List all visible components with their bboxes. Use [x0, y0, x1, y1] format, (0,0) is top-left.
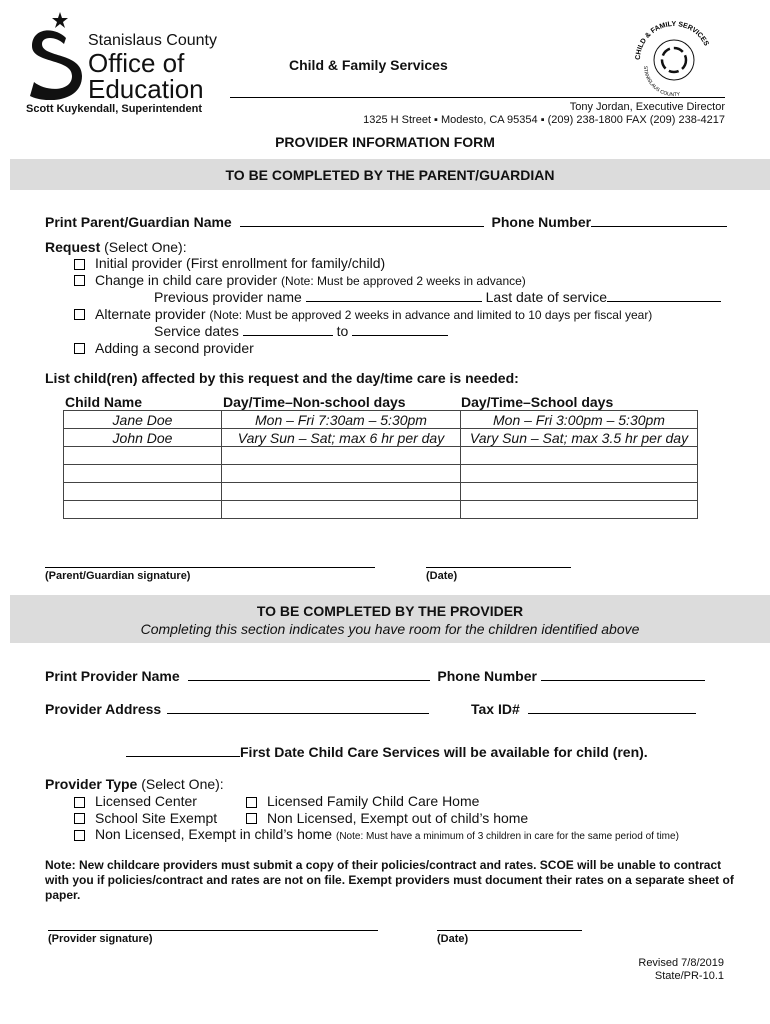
option-initial[interactable] — [74, 255, 721, 272]
cell-school-time[interactable] — [461, 447, 698, 465]
provider-section-band — [10, 595, 770, 643]
parent-section-band — [10, 159, 770, 190]
option-alternate-note: (Note: Must be approved 2 weeks in advance and limited to 10 days per fiscal year) — [209, 307, 653, 322]
table-row — [64, 501, 698, 519]
type-licensed-center[interactable] — [74, 793, 197, 809]
parent-signature-line[interactable] — [45, 567, 375, 568]
cell-school-time[interactable] — [461, 483, 698, 501]
table-row — [64, 429, 698, 447]
cell-child-name[interactable] — [64, 447, 222, 465]
service-dates-row — [74, 323, 721, 340]
provider-band-subtitle: Completing this section indicates you have room for the children identified above — [140, 621, 640, 637]
type-licensed-family-label: Licensed Family Child Care Home — [267, 793, 480, 809]
tax-id-label: Tax ID# — [471, 701, 520, 717]
request-hint: (Select One): — [104, 239, 187, 255]
checkbox-licensed-center[interactable] — [74, 797, 85, 808]
checkbox-alternate[interactable] — [74, 309, 85, 320]
cell-child-name[interactable]: Jane Doe — [64, 411, 222, 429]
prev-provider-label: Previous provider name — [154, 289, 302, 305]
checkbox-second[interactable] — [74, 343, 85, 354]
parent-band-title: TO BE COMPLETED BY THE PARENT/GUARDIAN — [225, 167, 555, 183]
type-licensed-family[interactable] — [246, 793, 479, 810]
provider-type-hint: (Select One): — [141, 776, 224, 792]
cell-nonschool-time[interactable] — [222, 447, 461, 465]
service-dates-to-input[interactable] — [352, 335, 448, 336]
provider-band-title: TO BE COMPLETED BY THE PROVIDER — [256, 603, 524, 619]
option-second[interactable] — [74, 340, 721, 357]
tax-id-row — [471, 701, 696, 717]
parent-date-line[interactable] — [426, 567, 571, 568]
type-non-licensed-in[interactable] — [74, 826, 754, 846]
address: 1325 H Street ▪ Modesto, CA 95354 ▪ (209) 238-1800 FAX (209) 238-4217 — [363, 114, 725, 126]
first-date-label: First Date Child Care Services will be available for child (ren). — [240, 744, 648, 760]
cell-nonschool-time[interactable] — [222, 465, 461, 483]
cell-child-name[interactable] — [64, 501, 222, 519]
parent-name-input[interactable] — [240, 226, 484, 227]
provider-date-label: (Date) — [437, 933, 469, 945]
org-line-2: Office of — [88, 48, 185, 78]
provider-address-row — [45, 701, 429, 717]
type-non-licensed-out-label: Non Licensed, Exempt out of child’s home — [267, 809, 529, 826]
checkbox-change[interactable] — [74, 275, 85, 286]
provider-address-input[interactable] — [167, 713, 429, 714]
request-heading — [45, 239, 187, 255]
service-dates-to-label: to — [336, 323, 349, 339]
org-line-1: Stanislaus County — [88, 32, 217, 49]
option-change-label: Change in child care provider — [95, 271, 278, 288]
parent-name-label: Print Parent/Guardian Name — [45, 214, 232, 230]
provider-address-label: Provider Address — [45, 701, 162, 717]
provider-phone-input[interactable] — [541, 680, 705, 681]
form-title: PROVIDER INFORMATION FORM — [275, 134, 495, 150]
option-initial-label: Initial provider (First enrollment for family/child) — [95, 255, 386, 271]
revised-date: Revised 7/8/2019 — [638, 957, 724, 969]
list-children-label: List child(ren) affected by this request and the day/time care is needed: — [45, 370, 519, 386]
provider-name-input[interactable] — [188, 680, 430, 681]
cell-school-time[interactable]: Mon – Fri 3:00pm – 5:30pm — [461, 411, 698, 429]
form-code: State/PR-10.1 — [654, 970, 724, 982]
checkbox-non-licensed-in[interactable] — [74, 830, 85, 841]
cell-child-name[interactable] — [64, 483, 222, 501]
org-line-3: Education — [88, 74, 204, 104]
provider-signature-label: (Provider signature) — [48, 933, 153, 945]
cell-nonschool-time[interactable]: Mon – Fri 7:30am – 5:30pm — [222, 411, 461, 429]
option-change[interactable] — [74, 272, 721, 290]
service-dates-label: Service dates — [154, 323, 239, 339]
seal-text-top: CHILD & FAMILY SERVICES — [634, 20, 710, 61]
table-row — [64, 447, 698, 465]
svg-text:STANISLAUS COUNTY — [642, 66, 681, 98]
table-header-nonschool: Day/Time–Non-school days — [223, 394, 406, 410]
cell-nonschool-time[interactable]: Vary Sun – Sat; max 6 hr per day — [222, 429, 461, 447]
checkbox-non-licensed-out[interactable] — [246, 813, 257, 824]
provider-type-heading — [45, 776, 224, 792]
table-row — [64, 411, 698, 429]
provider-name-row — [45, 668, 705, 684]
cell-school-time[interactable] — [461, 465, 698, 483]
cell-child-name[interactable] — [64, 465, 222, 483]
cell-school-time[interactable]: Vary Sun – Sat; max 3.5 hr per day — [461, 429, 698, 447]
parent-phone-input[interactable] — [591, 226, 727, 227]
type-non-licensed-in-note: (Note: Must have a minimum of 3 children in care for the same period of time) — [335, 831, 679, 842]
checkbox-initial[interactable] — [74, 259, 85, 270]
type-non-licensed-out[interactable] — [246, 810, 528, 827]
type-school-site[interactable] — [74, 810, 217, 826]
type-licensed-center-label: Licensed Center — [95, 793, 197, 809]
seal-text-bottom: STANISLAUS COUNTY — [641, 65, 681, 99]
table-row — [64, 465, 698, 483]
table-header-school: Day/Time–School days — [461, 394, 614, 410]
table-header-child: Child Name — [65, 394, 143, 410]
parent-date-label: (Date) — [426, 570, 458, 582]
parent-phone-label: Phone Number — [491, 214, 592, 230]
request-label: Request — [45, 239, 101, 255]
type-school-site-label: School Site Exempt — [95, 809, 218, 826]
cell-nonschool-time[interactable] — [222, 483, 461, 501]
cell-nonschool-time[interactable] — [222, 501, 461, 519]
first-date-input[interactable] — [126, 756, 240, 757]
first-date-row — [126, 744, 648, 760]
last-date-input[interactable] — [607, 301, 721, 302]
option-second-label: Adding a second provider — [95, 339, 254, 356]
checkbox-school-site[interactable] — [74, 813, 85, 824]
prev-provider-input[interactable] — [306, 301, 482, 302]
option-alternate-label: Alternate provider — [95, 305, 206, 322]
cell-child-name[interactable]: John Doe — [64, 429, 222, 447]
option-alternate[interactable] — [74, 306, 721, 324]
last-date-label: Last date of service — [485, 289, 608, 305]
checkbox-licensed-family[interactable] — [246, 797, 257, 808]
provider-type-options — [74, 793, 754, 846]
s-logo-icon — [26, 12, 86, 100]
parent-name-row — [45, 214, 727, 230]
children-table — [63, 410, 698, 519]
provider-name-label: Print Provider Name — [45, 668, 180, 684]
cell-school-time[interactable] — [461, 501, 698, 519]
request-options — [74, 255, 721, 356]
provider-note: Note: New childcare providers must submit a copy of their policies/contract and rates. SCOE will be unable to contract with you if policies/contract and rates are not on file. Exempt providers must document their rates on a separate sheet of paper. — [45, 858, 734, 902]
provider-date-line[interactable] — [437, 930, 582, 931]
department-name: Child & Family Services — [289, 57, 448, 73]
cfs-seal — [630, 14, 718, 102]
parent-signature-label: (Parent/Guardian signature) — [45, 570, 191, 582]
provider-type-label: Provider Type — [45, 776, 138, 792]
provider-phone-label: Phone Number — [437, 668, 537, 684]
director: Tony Jordan, Executive Director — [569, 101, 725, 113]
tax-id-input[interactable] — [528, 713, 696, 714]
prev-provider-row — [74, 289, 721, 306]
option-change-note: (Note: Must be approved 2 weeks in advance) — [281, 273, 526, 288]
provider-signature-line[interactable] — [48, 930, 378, 931]
table-row — [64, 483, 698, 501]
scoe-logo — [26, 12, 226, 107]
type-non-licensed-in-label: Non Licensed, Exempt in child’s home — [95, 826, 333, 842]
service-dates-from-input[interactable] — [243, 335, 333, 336]
superintendent: Scott Kuykendall, Superintendent — [26, 103, 203, 115]
